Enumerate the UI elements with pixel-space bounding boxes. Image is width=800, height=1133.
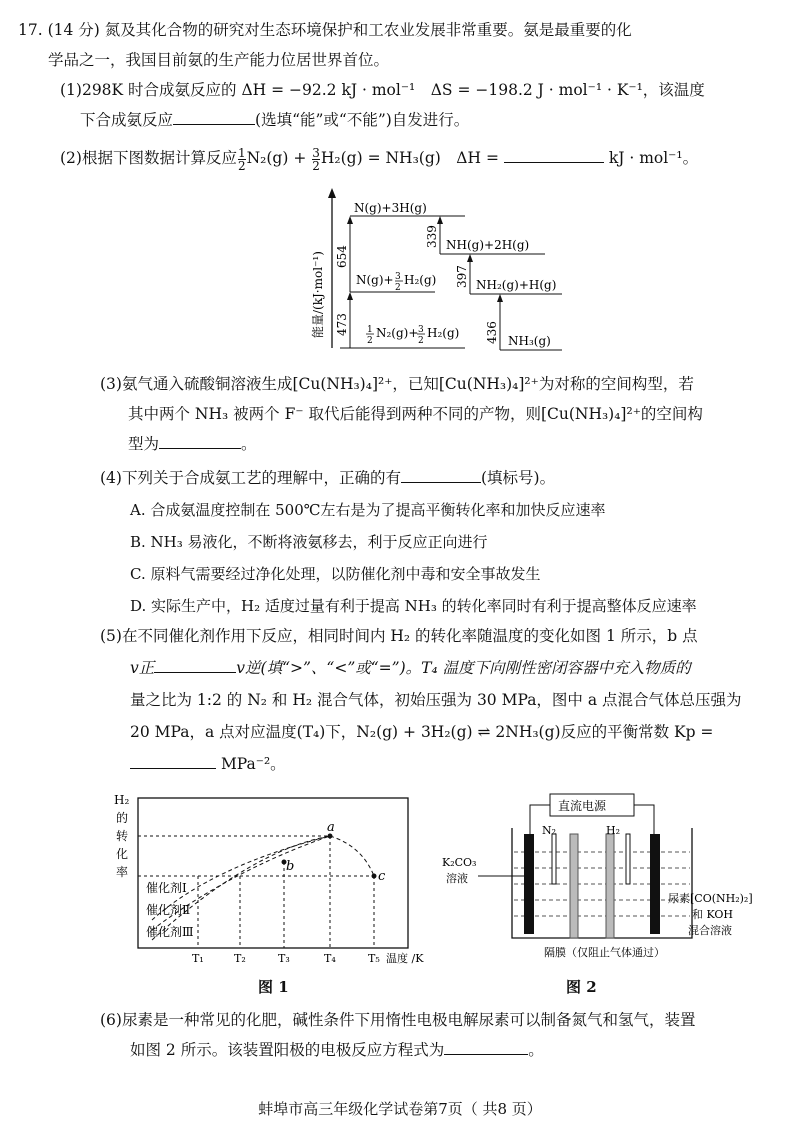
level-nh-2h: NH(g)+2H(g) [446, 238, 530, 252]
energy-ylabel: 能量/(kJ·mol⁻¹) [311, 251, 325, 338]
koh-label: 和 KOH [692, 908, 734, 921]
page-footer: 蚌埠市高三年级化学试卷第7页（ 共8 页） [258, 1100, 542, 1118]
q5-line2 [130, 658, 691, 678]
q1-line1: (1)298K 时合成氨反应的 ΔH = −92.2 kJ · mol⁻¹ ΔS = −198.2 J · mol⁻¹ · K⁻¹，该温度 [60, 81, 705, 99]
option-d: D. 实际生产中，H₂ 适度过量有利于提高 NH₃ 的转化率同时有利于提高整体反应速率 [130, 597, 697, 615]
question-header: 17. (14 分) 氮及其化合物的研究对生态环境保护和工农业发展非常重要。氨是最重要的化 [18, 21, 632, 39]
membrane-label: 隔膜（仅阻止气体通过） [544, 946, 665, 959]
figure2-diagram [442, 788, 772, 968]
q2-n2: N₂(g) + [246, 149, 307, 167]
q2-unit: kJ · mol⁻¹。 [608, 149, 699, 167]
q3-end: 。 [241, 435, 257, 453]
option-b: B. NH₃ 易液化，不断将液氨移去，利于反应正向进行 [130, 533, 488, 551]
level-reactants: N₂(g)+ [376, 326, 419, 340]
left-electrode [524, 834, 534, 934]
option-a: A. 合成氨温度控制在 500℃左右是为了提高平衡转化率和加快反应速率 [130, 501, 606, 519]
question-header-cont: 学品之一，我国目前氨的生产能力位居世界首位。 [48, 51, 390, 69]
value-436: 436 [485, 321, 499, 344]
svg-text:H₂(g): H₂(g) [427, 326, 460, 340]
value-339: 339 [425, 225, 439, 248]
power-supply-label: 直流电源 [558, 799, 607, 813]
q5-line5 [130, 754, 286, 774]
q3-line3 [128, 434, 257, 454]
answer-blank-5[interactable] [154, 658, 236, 673]
fraction-three-halves: $\frac{3}{2}$ [312, 145, 320, 173]
q6-line1: (6)尿素是一种常见的化肥，碱性条件下用惰性电极电解尿素可以制备氮气和氢气，装置 [100, 1011, 696, 1029]
q1-text: 下合成氨反应 [80, 111, 174, 129]
q5-line4: 20 MPa，a 点对应温度(T₄)下，N₂(g) + 3H₂(g) ⇌ 2NH₃(g)反应的平衡常数 Kp = [130, 723, 714, 741]
figure2-caption: 图 2 [566, 978, 597, 996]
point-b: b [286, 859, 295, 874]
q5-line3: 量之比为 1:2 的 N₂ 和 H₂ 混合气体，初始压强为 30 MPa，图中 a 点混合气体总压强为 [130, 691, 742, 709]
q1-line2 [80, 110, 469, 130]
n2-label: N₂ [542, 824, 557, 837]
value-654: 654 [335, 245, 349, 268]
energy-diagram [300, 188, 570, 364]
urea-label: 尿素[CO(NH₂)₂] [668, 892, 753, 905]
svg-text:化: 化 [116, 847, 129, 861]
k2co3-label: K₂CO₃ [442, 856, 477, 869]
v-forward: v正 [130, 659, 155, 677]
option-c: C. 原料气需要经过净化处理，以防催化剂中毒和安全事故发生 [130, 565, 541, 583]
fig1-xlabel: 温度 /K [386, 952, 424, 965]
fraction-half: $\frac{1}{2}$ [237, 145, 246, 173]
solution-label: 溶液 [446, 872, 468, 885]
q6-line2 [130, 1040, 544, 1060]
answer-blank-3[interactable] [159, 434, 241, 449]
q4-line [100, 468, 555, 488]
v-reverse-text: v逆(填“>”、“<”或“=”)。T₄ 温度下向刚性密闭容器中充入物质的 [236, 659, 691, 677]
q2-text: (2)根据下图数据计算反应 [60, 149, 237, 167]
tick-t2: T₂ [234, 952, 246, 965]
q6-text: 如图 2 所示。该装置阳极的电极反应方程式为 [130, 1041, 445, 1059]
value-397: 397 [455, 265, 469, 288]
level-nh3: NH₃(g) [508, 334, 551, 348]
level-nh2-h: NH₂(g)+H(g) [476, 278, 557, 292]
tick-t4: T₄ [324, 952, 336, 965]
level-n-3h: N(g)+3H(g) [354, 201, 427, 215]
catalyst-2-label: 催化剂Ⅱ [146, 903, 191, 917]
level-n-h2: N(g)+ [356, 273, 394, 287]
tick-t3: T₃ [278, 952, 290, 965]
fig1-ylabel [114, 793, 129, 879]
svg-text:3: 3 [418, 325, 424, 335]
answer-blank-1[interactable] [173, 110, 255, 125]
answer-blank-2[interactable] [504, 148, 604, 163]
svg-text:的: 的 [116, 811, 129, 825]
q3-line1: (3)氨气通入硫酸铜溶液生成[Cu(NH₃)₄]²⁺，已知[Cu(NH₃)₄]²⁺为对称的空间构型，若 [100, 375, 694, 393]
svg-text:H₂: H₂ [114, 793, 130, 807]
figure1-caption: 图 1 [258, 978, 289, 996]
svg-text:3: 3 [395, 272, 401, 282]
svg-text:2: 2 [367, 336, 373, 346]
q3-line2: 其中两个 NH₃ 被两个 F⁻ 取代后能得到两种不同的产物，则[Cu(NH₃)₄]²⁺的空间构 [128, 405, 703, 423]
catalyst-1-label: 催化剂Ⅰ [146, 881, 187, 895]
svg-text:转: 转 [116, 829, 129, 843]
answer-blank-6[interactable] [130, 754, 216, 769]
q5-line1: (5)在不同催化剂作用下反应，相同时间内 H₂ 的转化率随温度的变化如图 1 所示，b 点 [100, 627, 698, 645]
right-electrode [650, 834, 660, 934]
q2-h2: H₂(g) = NH₃(g) ΔH = [320, 149, 499, 167]
q6-end: 。 [528, 1041, 544, 1059]
svg-text:H₂(g): H₂(g) [404, 273, 437, 287]
point-c: c [378, 869, 386, 884]
q4-end: (填标号)。 [480, 469, 556, 487]
svg-text:率: 率 [116, 865, 129, 879]
q5-unit: MPa⁻²。 [220, 755, 286, 773]
svg-text:1: 1 [367, 325, 373, 335]
q3-text: 型为 [128, 435, 160, 453]
q2-line [60, 145, 698, 172]
figure1-chart [112, 790, 432, 970]
svg-text:2: 2 [418, 336, 424, 346]
answer-blank-4[interactable] [401, 468, 481, 483]
membrane [570, 834, 578, 938]
tick-t1: T₁ [192, 952, 204, 965]
svg-text:2: 2 [395, 283, 401, 293]
q1-text-post: (选填“能”或“不能”)自发进行。 [255, 111, 470, 129]
answer-blank-7[interactable] [444, 1040, 528, 1055]
q4-text: (4)下列关于合成氨工艺的理解中，正确的有 [100, 469, 401, 487]
mixed-solution-label: 混合溶液 [688, 924, 732, 937]
catalyst-3-label: 催化剂Ⅲ [146, 925, 194, 939]
value-473: 473 [335, 313, 349, 336]
tick-t5: T₅ [368, 952, 380, 965]
point-a: a [327, 820, 335, 835]
h2-label: H₂ [606, 824, 621, 837]
